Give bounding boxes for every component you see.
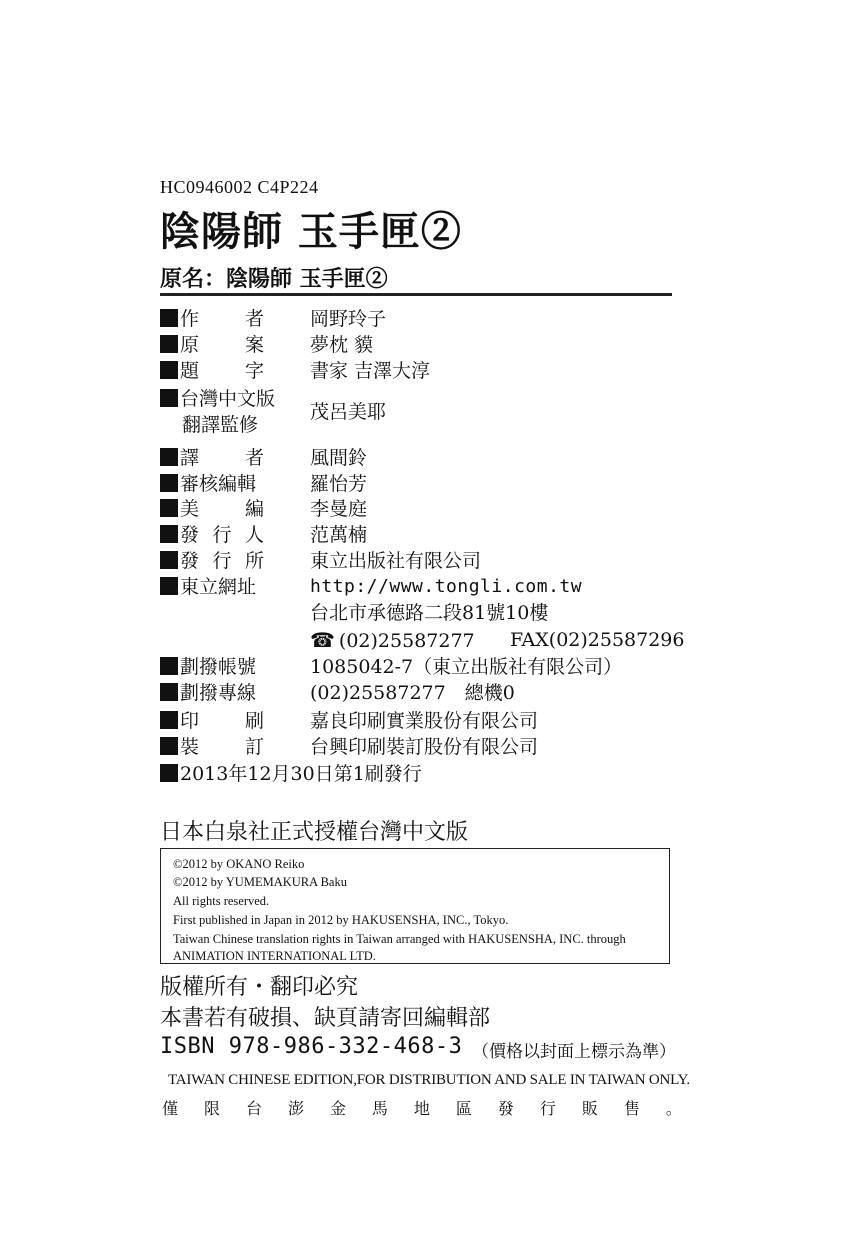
credit-value: 台興印刷裝訂股份有限公司	[310, 736, 539, 758]
credit-value: 風間鈴	[310, 447, 368, 469]
square-bullet-icon	[160, 737, 178, 755]
credit-label: 作 者	[160, 306, 264, 332]
credit-value: 東立出版社有限公司	[310, 550, 482, 572]
region-char: 。	[665, 1099, 682, 1118]
rights-notice: 版權所有・翻印必究	[160, 975, 359, 1000]
square-bullet-icon	[160, 474, 178, 492]
region-char: 地	[413, 1099, 430, 1118]
damage-notice: 本書若有破損、缺頁請寄回編輯部	[160, 1006, 491, 1031]
square-bullet-icon	[160, 361, 178, 379]
credit-label: 原 案	[160, 332, 264, 358]
credit-value: 台北市承德路二段81號10樓	[310, 602, 549, 624]
credit-value: 李曼庭	[310, 498, 368, 520]
sales-region-notice	[162, 1096, 682, 1119]
credit-value: 1085042-7（東立出版社有限公司）	[310, 656, 623, 678]
credit-label: 東立網址	[160, 574, 256, 600]
square-bullet-icon	[160, 577, 178, 595]
region-char: 馬	[371, 1099, 388, 1118]
credit-label: 裝 訂	[160, 734, 264, 760]
credit-label: 印 刷	[160, 708, 264, 734]
title-divider	[160, 293, 672, 296]
square-bullet-icon	[160, 335, 178, 353]
square-bullet-icon	[160, 525, 178, 543]
region-char: 澎	[287, 1099, 304, 1118]
credit-label: 2013年12月30日第1刷發行	[160, 761, 422, 787]
distribution-notice: TAIWAN CHINESE EDITION,FOR DISTRIBUTION AND SALE IN TAIWAN ONLY.	[168, 1072, 690, 1088]
region-char: 區	[455, 1099, 472, 1118]
region-char: 販	[581, 1099, 598, 1118]
square-bullet-icon	[160, 711, 178, 729]
credit-value: 羅怡芳	[310, 473, 368, 495]
region-char: 售	[623, 1099, 640, 1118]
credit-value: 范萬楠	[310, 524, 368, 546]
credit-label: 發 行 所	[160, 548, 264, 574]
square-bullet-icon	[160, 448, 178, 466]
copyright-box	[160, 848, 670, 964]
authorization-statement: 日本白泉社正式授權台灣中文版	[160, 820, 469, 845]
region-char: 台	[245, 1099, 262, 1118]
credit-value: (02)25587277 總機0	[310, 682, 515, 704]
square-bullet-icon	[160, 657, 178, 675]
copyright-line: Taiwan Chinese translation rights in Taiwan arranged with HAKUSENSHA, INC. through	[173, 932, 626, 946]
region-char: 行	[539, 1099, 556, 1118]
copyright-line: All rights reserved.	[173, 894, 270, 908]
copyright-line: First published in Japan in 2012 by HAKUSENSHA, INC., Tokyo.	[173, 913, 509, 927]
phone-number: ☎ (02)25587277	[310, 628, 475, 652]
region-char: 發	[497, 1099, 514, 1118]
credit-label: 審核編輯	[160, 471, 256, 497]
copyright-line: ©2012 by OKANO Reiko	[173, 857, 305, 871]
square-bullet-icon	[160, 389, 178, 407]
fax-number: FAX(02)25587296	[510, 629, 685, 651]
isbn: ISBN 978-986-332-468-3	[160, 1034, 463, 1059]
price-note: （價格以封面上標示為準）	[472, 1042, 676, 1062]
telephone-icon: ☎	[310, 628, 335, 652]
book-code: HC0946002 C4P224	[160, 177, 319, 197]
credit-label: 劃撥專線	[160, 680, 256, 706]
square-bullet-icon	[160, 499, 178, 517]
credit-value: http://www.tongli.com.tw	[310, 576, 583, 597]
original-title: 原名：陰陽師 玉手匣②	[160, 266, 388, 292]
book-title: 陰陽師 玉手匣②	[160, 208, 462, 255]
region-char: 金	[329, 1099, 346, 1118]
credit-label: 劃撥帳號	[160, 654, 256, 680]
square-bullet-icon	[160, 551, 178, 569]
square-bullet-icon	[160, 764, 178, 782]
credit-label: 美 編	[160, 496, 264, 522]
copyright-line: ©2012 by YUMEMAKURA Baku	[173, 875, 347, 889]
square-bullet-icon	[160, 309, 178, 327]
region-char: 僅	[162, 1099, 179, 1118]
credit-label: 題 字	[160, 358, 264, 384]
credit-value: 嘉良印刷實業股份有限公司	[310, 710, 539, 732]
credit-value: 書家 吉澤大淳	[310, 360, 431, 382]
credit-label: 發 行 人	[160, 522, 264, 548]
copyright-line: ANIMATION INTERNATIONAL LTD.	[173, 949, 376, 963]
credit-value: 夢枕 貘	[310, 334, 374, 356]
region-char: 限	[203, 1099, 220, 1118]
square-bullet-icon	[160, 683, 178, 701]
credit-value: 茂呂美耶	[310, 401, 387, 423]
credit-value: 岡野玲子	[310, 308, 387, 330]
credit-label: 台灣中文版 翻譯監修	[160, 386, 275, 438]
credit-label: 譯 者	[160, 445, 264, 471]
